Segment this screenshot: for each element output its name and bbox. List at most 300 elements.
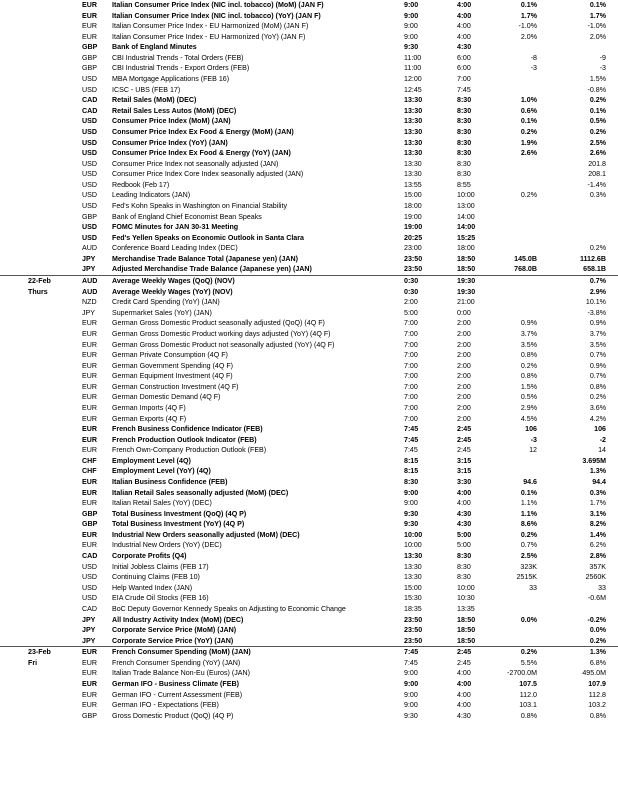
- currency-cell: USD: [82, 85, 97, 94]
- uk-time-cell: 9:00: [404, 1, 419, 9]
- currency-cell: USD: [82, 117, 97, 126]
- ny-time-cell: 2:45: [457, 435, 472, 444]
- table-row: [0, 509, 618, 520]
- currency-cell: EUR: [82, 403, 97, 412]
- uk-time-cell: 9:30: [404, 520, 419, 529]
- event-cell: Italian Consumer Price Index - EU Harmonized (MoM) (JAN F): [112, 22, 309, 31]
- uk-time-cell: 7:00: [404, 340, 418, 349]
- uk-time-cell: 9:00: [404, 701, 418, 710]
- forecast-cell: 0.8%: [589, 382, 606, 391]
- uk-time-cell: 11:00: [404, 64, 422, 73]
- uk-time-cell: 7:00: [404, 403, 418, 412]
- uk-time-cell: 12:45: [404, 85, 422, 94]
- currency-cell: EUR: [82, 32, 97, 41]
- ny-time-cell: 4:00: [457, 22, 471, 31]
- uk-time-cell: 18:00: [404, 201, 422, 210]
- event-cell: German Equipment Investment (4Q F): [112, 372, 233, 381]
- event-cell: Retail Sales Less Autos (MoM) (DEC): [112, 106, 237, 115]
- event-cell: EIA Crude Oil Stocks (FEB 16): [112, 594, 209, 603]
- currency-cell: USD: [82, 159, 97, 168]
- uk-time-cell: 7:00: [404, 393, 418, 402]
- uk-time-cell: 10:00: [404, 541, 422, 550]
- ny-time-cell: 8:55: [457, 180, 471, 189]
- date-cell: 23-Feb: [28, 648, 51, 657]
- currency-cell: CAD: [82, 552, 98, 561]
- table-row: [0, 690, 618, 701]
- ny-time-cell: 2:45: [457, 425, 472, 434]
- uk-time-cell: 9:00: [404, 22, 418, 31]
- previous-cell: 3.5%: [520, 340, 537, 349]
- previous-cell: 0.2%: [520, 530, 537, 539]
- forecast-cell: 0.2%: [589, 244, 606, 253]
- table-row: [0, 74, 618, 85]
- table-row: [0, 180, 618, 191]
- forecast-cell: 658.1B: [583, 265, 606, 274]
- date-cell: 22-Feb: [28, 277, 51, 286]
- ny-time-cell: 10:00: [457, 583, 475, 592]
- uk-time-cell: 7:00: [404, 351, 418, 360]
- ny-time-cell: 18:50: [457, 254, 476, 263]
- uk-time-cell: 9:00: [404, 32, 418, 41]
- forecast-cell: 1.4%: [589, 530, 606, 539]
- forecast-cell: 0.7%: [589, 372, 606, 381]
- forecast-cell: 0.0%: [589, 626, 606, 635]
- event-cell: All Industry Activity Index (MoM) (DEC): [112, 615, 244, 624]
- table-row: [0, 625, 618, 636]
- table-row: [0, 540, 618, 551]
- currency-cell: JPY: [82, 636, 96, 645]
- ny-time-cell: 14:00: [457, 223, 476, 232]
- ny-time-cell: 8:30: [457, 127, 472, 136]
- uk-time-cell: 9:30: [404, 43, 419, 52]
- uk-time-cell: 7:00: [404, 414, 418, 423]
- previous-cell: 1.0%: [520, 96, 537, 105]
- table-row: [0, 371, 618, 382]
- forecast-cell: 106: [594, 425, 606, 434]
- uk-time-cell: 13:30: [404, 127, 423, 136]
- table-row: [0, 530, 618, 541]
- currency-cell: GBP: [82, 43, 98, 52]
- event-cell: Retail Sales (MoM) (DEC): [112, 96, 197, 105]
- uk-time-cell: 13:30: [404, 170, 422, 179]
- event-cell: German Gross Domestic Product working days adjusted (YoY) (4Q F): [112, 329, 331, 338]
- table-row: [0, 350, 618, 361]
- forecast-cell: -3: [599, 64, 606, 73]
- table-row: [0, 21, 618, 32]
- ny-time-cell: 3:30: [457, 478, 472, 487]
- event-cell: Industrial New Orders (YoY) (DEC): [112, 541, 222, 550]
- event-cell: Bank of England Minutes: [112, 43, 197, 52]
- event-cell: Total Business Investment (QoQ) (4Q P): [112, 509, 247, 518]
- table-row: [0, 488, 618, 499]
- currency-cell: JPY: [82, 626, 96, 635]
- table-row: [0, 424, 618, 435]
- currency-cell: USD: [82, 191, 97, 200]
- table-row: [0, 604, 618, 615]
- ny-time-cell: 8:30: [457, 117, 472, 126]
- event-cell: French Own-Company Production Outlook (FEB): [112, 446, 267, 455]
- previous-cell: 145.0B: [514, 254, 537, 263]
- currency-cell: USD: [82, 75, 97, 84]
- uk-time-cell: 5:00: [404, 308, 418, 317]
- table-row: [0, 233, 618, 244]
- event-cell: German IFO - Current Assessment (FEB): [112, 690, 243, 699]
- forecast-cell: 1.7%: [589, 11, 606, 20]
- forecast-cell: 6.8%: [589, 658, 606, 667]
- currency-cell: EUR: [82, 435, 97, 444]
- uk-time-cell: 15:00: [404, 191, 422, 200]
- previous-cell: 0.8%: [520, 372, 537, 381]
- table-row: [0, 658, 618, 669]
- ny-time-cell: 2:00: [457, 351, 471, 360]
- previous-cell: 1.7%: [520, 11, 537, 20]
- event-cell: CBI Industrial Trends - Export Orders (FEB): [112, 64, 250, 73]
- ny-time-cell: 2:00: [457, 340, 471, 349]
- event-cell: Average Weekly Wages (QoQ) (NOV): [112, 277, 235, 286]
- ny-time-cell: 2:00: [457, 329, 471, 338]
- ny-time-cell: 2:00: [457, 382, 471, 391]
- table-row: [0, 95, 618, 106]
- ny-time-cell: 2:00: [457, 319, 471, 328]
- table-row: [0, 212, 618, 223]
- event-cell: Total Business Investment (YoY) (4Q P): [112, 520, 245, 529]
- event-cell: Corporate Profits (Q4): [112, 552, 187, 561]
- previous-cell: 2.6%: [520, 149, 537, 158]
- table-row: [0, 308, 618, 319]
- uk-time-cell: 7:45: [404, 435, 419, 444]
- currency-cell: NZD: [82, 298, 97, 307]
- ny-time-cell: 6:00: [457, 53, 471, 62]
- table-row: [0, 32, 618, 43]
- previous-cell: 5.5%: [520, 658, 537, 667]
- forecast-cell: 112.8: [588, 690, 606, 699]
- currency-cell: EUR: [82, 499, 97, 508]
- previous-cell: 2.5%: [520, 552, 537, 561]
- forecast-cell: 0.7%: [589, 351, 606, 360]
- uk-time-cell: 7:45: [404, 648, 419, 657]
- currency-cell: GBP: [82, 711, 97, 720]
- currency-cell: USD: [82, 201, 97, 210]
- forecast-cell: 0.9%: [589, 319, 606, 328]
- table-row: [0, 562, 618, 573]
- table-row: [0, 551, 618, 562]
- table-row: [0, 498, 618, 509]
- currency-cell: EUR: [82, 319, 97, 328]
- table-row: [0, 148, 618, 159]
- uk-time-cell: 13:30: [404, 117, 423, 126]
- previous-cell: 0.1%: [520, 117, 537, 126]
- table-row: [0, 445, 618, 456]
- uk-time-cell: 8:15: [404, 456, 419, 465]
- event-cell: Employment Level (4Q): [112, 456, 191, 465]
- table-row: [0, 572, 618, 583]
- table-row: [0, 138, 618, 149]
- forecast-cell: 0.3%: [589, 191, 606, 200]
- forecast-cell: 2.0%: [589, 32, 606, 41]
- ny-time-cell: 8:30: [457, 552, 472, 561]
- event-cell: German IFO - Expectations (FEB): [112, 701, 219, 710]
- event-cell: Average Weekly Wages (YoY) (NOV): [112, 287, 233, 296]
- forecast-cell: 1.3%: [589, 648, 606, 657]
- uk-time-cell: 7:45: [404, 446, 418, 455]
- ny-time-cell: 4:00: [457, 499, 471, 508]
- currency-cell: EUR: [82, 701, 97, 710]
- forecast-cell: 0.1%: [589, 106, 606, 115]
- ny-time-cell: 2:00: [457, 361, 471, 370]
- currency-cell: USD: [82, 149, 97, 158]
- uk-time-cell: 13:30: [404, 159, 422, 168]
- forecast-cell: 0.1%: [589, 1, 606, 9]
- event-cell: Consumer Price Index (MoM) (JAN): [112, 117, 231, 126]
- table-row: [0, 466, 618, 477]
- event-cell: Corporate Service Price (MoM) (JAN): [112, 626, 237, 635]
- event-cell: Help Wanted Index (JAN): [112, 583, 193, 592]
- forecast-cell: 3.1%: [589, 509, 606, 518]
- table-row: [0, 0, 618, 11]
- table-row: [0, 403, 618, 414]
- forecast-cell: 1.7%: [589, 499, 606, 508]
- forecast-cell: -1.0%: [587, 22, 606, 31]
- uk-time-cell: 9:00: [404, 499, 418, 508]
- table-row: [0, 318, 618, 329]
- event-cell: Consumer Price Index not seasonally adjusted (JAN): [112, 159, 279, 168]
- uk-time-cell: 9:30: [404, 711, 418, 720]
- forecast-cell: -0.6M: [587, 594, 606, 603]
- table-row: [0, 340, 618, 351]
- uk-time-cell: 15:30: [404, 594, 422, 603]
- currency-cell: JPY: [82, 265, 96, 274]
- previous-cell: -1.0%: [518, 22, 537, 31]
- currency-cell: CAD: [82, 604, 97, 613]
- forecast-cell: 0.8%: [589, 711, 606, 720]
- event-cell: Consumer Price Index Core Index seasonally adjusted (JAN): [112, 170, 304, 179]
- previous-cell: 94.6: [523, 478, 537, 487]
- previous-cell: 0.7%: [520, 541, 537, 550]
- currency-cell: USD: [82, 138, 97, 147]
- uk-time-cell: 11:00: [404, 53, 422, 62]
- forecast-cell: 103.2: [588, 701, 606, 710]
- uk-time-cell: 12:00: [404, 75, 422, 84]
- uk-time-cell: 10:00: [404, 530, 423, 539]
- event-cell: Fed's Kohn Speaks in Washington on Financial Stability: [112, 201, 287, 210]
- currency-cell: EUR: [82, 425, 97, 434]
- table-row: [0, 190, 618, 201]
- uk-time-cell: 7:45: [404, 658, 418, 667]
- forecast-cell: 357K: [589, 562, 606, 571]
- uk-time-cell: 9:00: [404, 488, 419, 497]
- currency-cell: AUD: [82, 244, 97, 253]
- currency-cell: EUR: [82, 329, 97, 338]
- event-cell: Conference Board Leading Index (DEC): [112, 244, 238, 253]
- table-row: [0, 106, 618, 117]
- currency-cell: USD: [82, 562, 97, 571]
- ny-time-cell: 8:30: [457, 159, 471, 168]
- table-row: [0, 222, 618, 233]
- table-row: [0, 297, 618, 308]
- event-cell: Italian Business Confidence (FEB): [112, 478, 228, 487]
- uk-time-cell: 13:30: [404, 106, 423, 115]
- ny-time-cell: 18:50: [457, 636, 476, 645]
- previous-cell: 0.2%: [520, 191, 537, 200]
- previous-cell: 103.1: [519, 701, 537, 710]
- currency-cell: EUR: [82, 382, 97, 391]
- event-cell: French Consumer Spending (MoM) (JAN): [112, 648, 251, 657]
- previous-cell: 0.5%: [520, 393, 537, 402]
- previous-cell: -2700.0M: [507, 669, 537, 678]
- uk-time-cell: 7:00: [404, 319, 418, 328]
- table-row: [0, 287, 618, 298]
- currency-cell: AUD: [82, 287, 98, 296]
- table-row: [0, 519, 618, 530]
- table-row: [0, 679, 618, 690]
- uk-time-cell: 7:00: [404, 361, 418, 370]
- ny-time-cell: 8:30: [457, 106, 472, 115]
- table-row: [0, 615, 618, 626]
- event-cell: Gross Domestic Product (QoQ) (4Q P): [112, 711, 234, 720]
- event-cell: German Exports (4Q F): [112, 414, 187, 423]
- ny-time-cell: 2:00: [457, 393, 471, 402]
- previous-cell: 3.7%: [520, 329, 537, 338]
- event-cell: Employment Level (YoY) (4Q): [112, 467, 211, 476]
- table-row: [0, 275, 618, 287]
- ny-time-cell: 4:00: [457, 488, 472, 497]
- uk-time-cell: 0:30: [404, 277, 419, 286]
- ny-time-cell: 8:30: [457, 562, 471, 571]
- uk-time-cell: 23:50: [404, 615, 423, 624]
- previous-cell: 8.6%: [520, 520, 537, 529]
- uk-time-cell: 23:50: [404, 636, 423, 645]
- forecast-cell: 2.9%: [589, 287, 606, 296]
- previous-cell: 0.1%: [520, 488, 537, 497]
- event-cell: Italian Consumer Price Index (NIC incl. tobacco) (MoM) (JAN F): [112, 1, 324, 9]
- ny-time-cell: 2:45: [457, 446, 471, 455]
- table-row: [0, 700, 618, 711]
- forecast-cell: 1.3%: [589, 467, 606, 476]
- event-cell: German Construction Investment (4Q F): [112, 382, 239, 391]
- table-row: [0, 116, 618, 127]
- forecast-cell: 0.2%: [589, 636, 606, 645]
- table-row: [0, 85, 618, 96]
- event-cell: ICSC - UBS (FEB 17): [112, 85, 181, 94]
- ny-time-cell: 18:50: [457, 615, 476, 624]
- currency-cell: USD: [82, 594, 97, 603]
- event-cell: Consumer Price Index Ex Food & Energy (MoM) (JAN): [112, 127, 294, 136]
- ny-time-cell: 18:50: [457, 265, 476, 274]
- previous-cell: -3: [530, 64, 537, 73]
- ny-time-cell: 10:30: [457, 594, 475, 603]
- ny-time-cell: 21:00: [457, 298, 475, 307]
- ny-time-cell: 2:45: [457, 648, 472, 657]
- uk-time-cell: 23:50: [404, 265, 423, 274]
- event-cell: French Consumer Spending (YoY) (JAN): [112, 658, 241, 667]
- event-cell: Consumer Price Index (YoY) (JAN): [112, 138, 228, 147]
- ny-time-cell: 5:00: [457, 541, 471, 550]
- currency-cell: JPY: [82, 254, 96, 263]
- table-row: [0, 264, 618, 275]
- currency-cell: EUR: [82, 11, 97, 20]
- uk-time-cell: 0:30: [404, 287, 419, 296]
- uk-time-cell: 15:00: [404, 583, 422, 592]
- forecast-cell: 208.1: [588, 170, 606, 179]
- uk-time-cell: 18:35: [404, 604, 422, 613]
- previous-cell: 0.2%: [520, 648, 537, 657]
- previous-cell: 0.1%: [520, 1, 537, 9]
- ny-time-cell: 8:30: [457, 149, 472, 158]
- ny-time-cell: 4:30: [457, 520, 472, 529]
- previous-cell: 107.5: [519, 680, 537, 688]
- uk-time-cell: 9:00: [404, 11, 419, 20]
- event-cell: Bank of England Chief Economist Bean Speaks: [112, 212, 262, 221]
- uk-time-cell: 8:30: [404, 478, 419, 487]
- currency-cell: EUR: [82, 393, 97, 402]
- table-row: [0, 711, 618, 722]
- ny-time-cell: 8:30: [457, 170, 471, 179]
- currency-cell: USD: [82, 233, 97, 242]
- uk-time-cell: 2:00: [404, 298, 418, 307]
- currency-cell: USD: [82, 223, 97, 232]
- ny-time-cell: 18:50: [457, 626, 476, 635]
- ny-time-cell: 4:00: [457, 680, 472, 688]
- ny-time-cell: 4:00: [457, 11, 472, 20]
- table-row: [0, 169, 618, 180]
- uk-time-cell: 7:00: [404, 382, 418, 391]
- previous-cell: 1.1%: [520, 499, 537, 508]
- currency-cell: JPY: [82, 308, 96, 317]
- currency-cell: CHF: [82, 467, 97, 476]
- table-row: [0, 583, 618, 594]
- currency-cell: GBP: [82, 53, 97, 62]
- event-cell: Merchandise Trade Balance Total (Japanese yen) (JAN): [112, 254, 298, 263]
- ny-time-cell: 13:35: [457, 604, 475, 613]
- ny-time-cell: 3:15: [457, 456, 472, 465]
- currency-cell: EUR: [82, 361, 97, 370]
- forecast-cell: 3.7%: [589, 329, 606, 338]
- table-row: [0, 243, 618, 254]
- uk-time-cell: 7:45: [404, 425, 419, 434]
- uk-time-cell: 9:00: [404, 669, 418, 678]
- currency-cell: EUR: [82, 22, 97, 31]
- uk-time-cell: 23:50: [404, 254, 423, 263]
- currency-cell: EUR: [82, 658, 97, 667]
- table-row: [0, 414, 618, 425]
- table-row: [0, 329, 618, 340]
- forecast-cell: 0.5%: [589, 117, 606, 126]
- event-cell: Adjusted Merchandise Trade Balance (Japanese yen) (JAN): [112, 265, 312, 274]
- previous-cell: 1.1%: [520, 509, 537, 518]
- previous-cell: 33: [529, 583, 537, 592]
- currency-cell: EUR: [82, 690, 97, 699]
- event-cell: German IFO - Business Climate (FEB): [112, 680, 239, 688]
- previous-cell: 0.2%: [520, 127, 537, 136]
- uk-time-cell: 23:00: [404, 244, 422, 253]
- uk-time-cell: 20:25: [404, 233, 423, 242]
- forecast-cell: 0.9%: [589, 361, 606, 370]
- ny-time-cell: 4:00: [457, 690, 471, 699]
- forecast-cell: 3.5%: [589, 340, 606, 349]
- previous-cell: -8: [530, 53, 537, 62]
- table-row: [0, 53, 618, 64]
- ny-time-cell: 10:00: [457, 191, 475, 200]
- previous-cell: 2515K: [516, 573, 537, 582]
- table-row: [0, 254, 618, 265]
- event-cell: German Gross Domestic Product seasonally adjusted (QoQ) (4Q F): [112, 319, 325, 328]
- previous-cell: 0.8%: [520, 711, 537, 720]
- table-row: [0, 477, 618, 488]
- uk-time-cell: 9:30: [404, 509, 419, 518]
- date-cell: Fri: [28, 658, 38, 667]
- table-row: [0, 646, 618, 658]
- currency-cell: GBP: [82, 64, 97, 73]
